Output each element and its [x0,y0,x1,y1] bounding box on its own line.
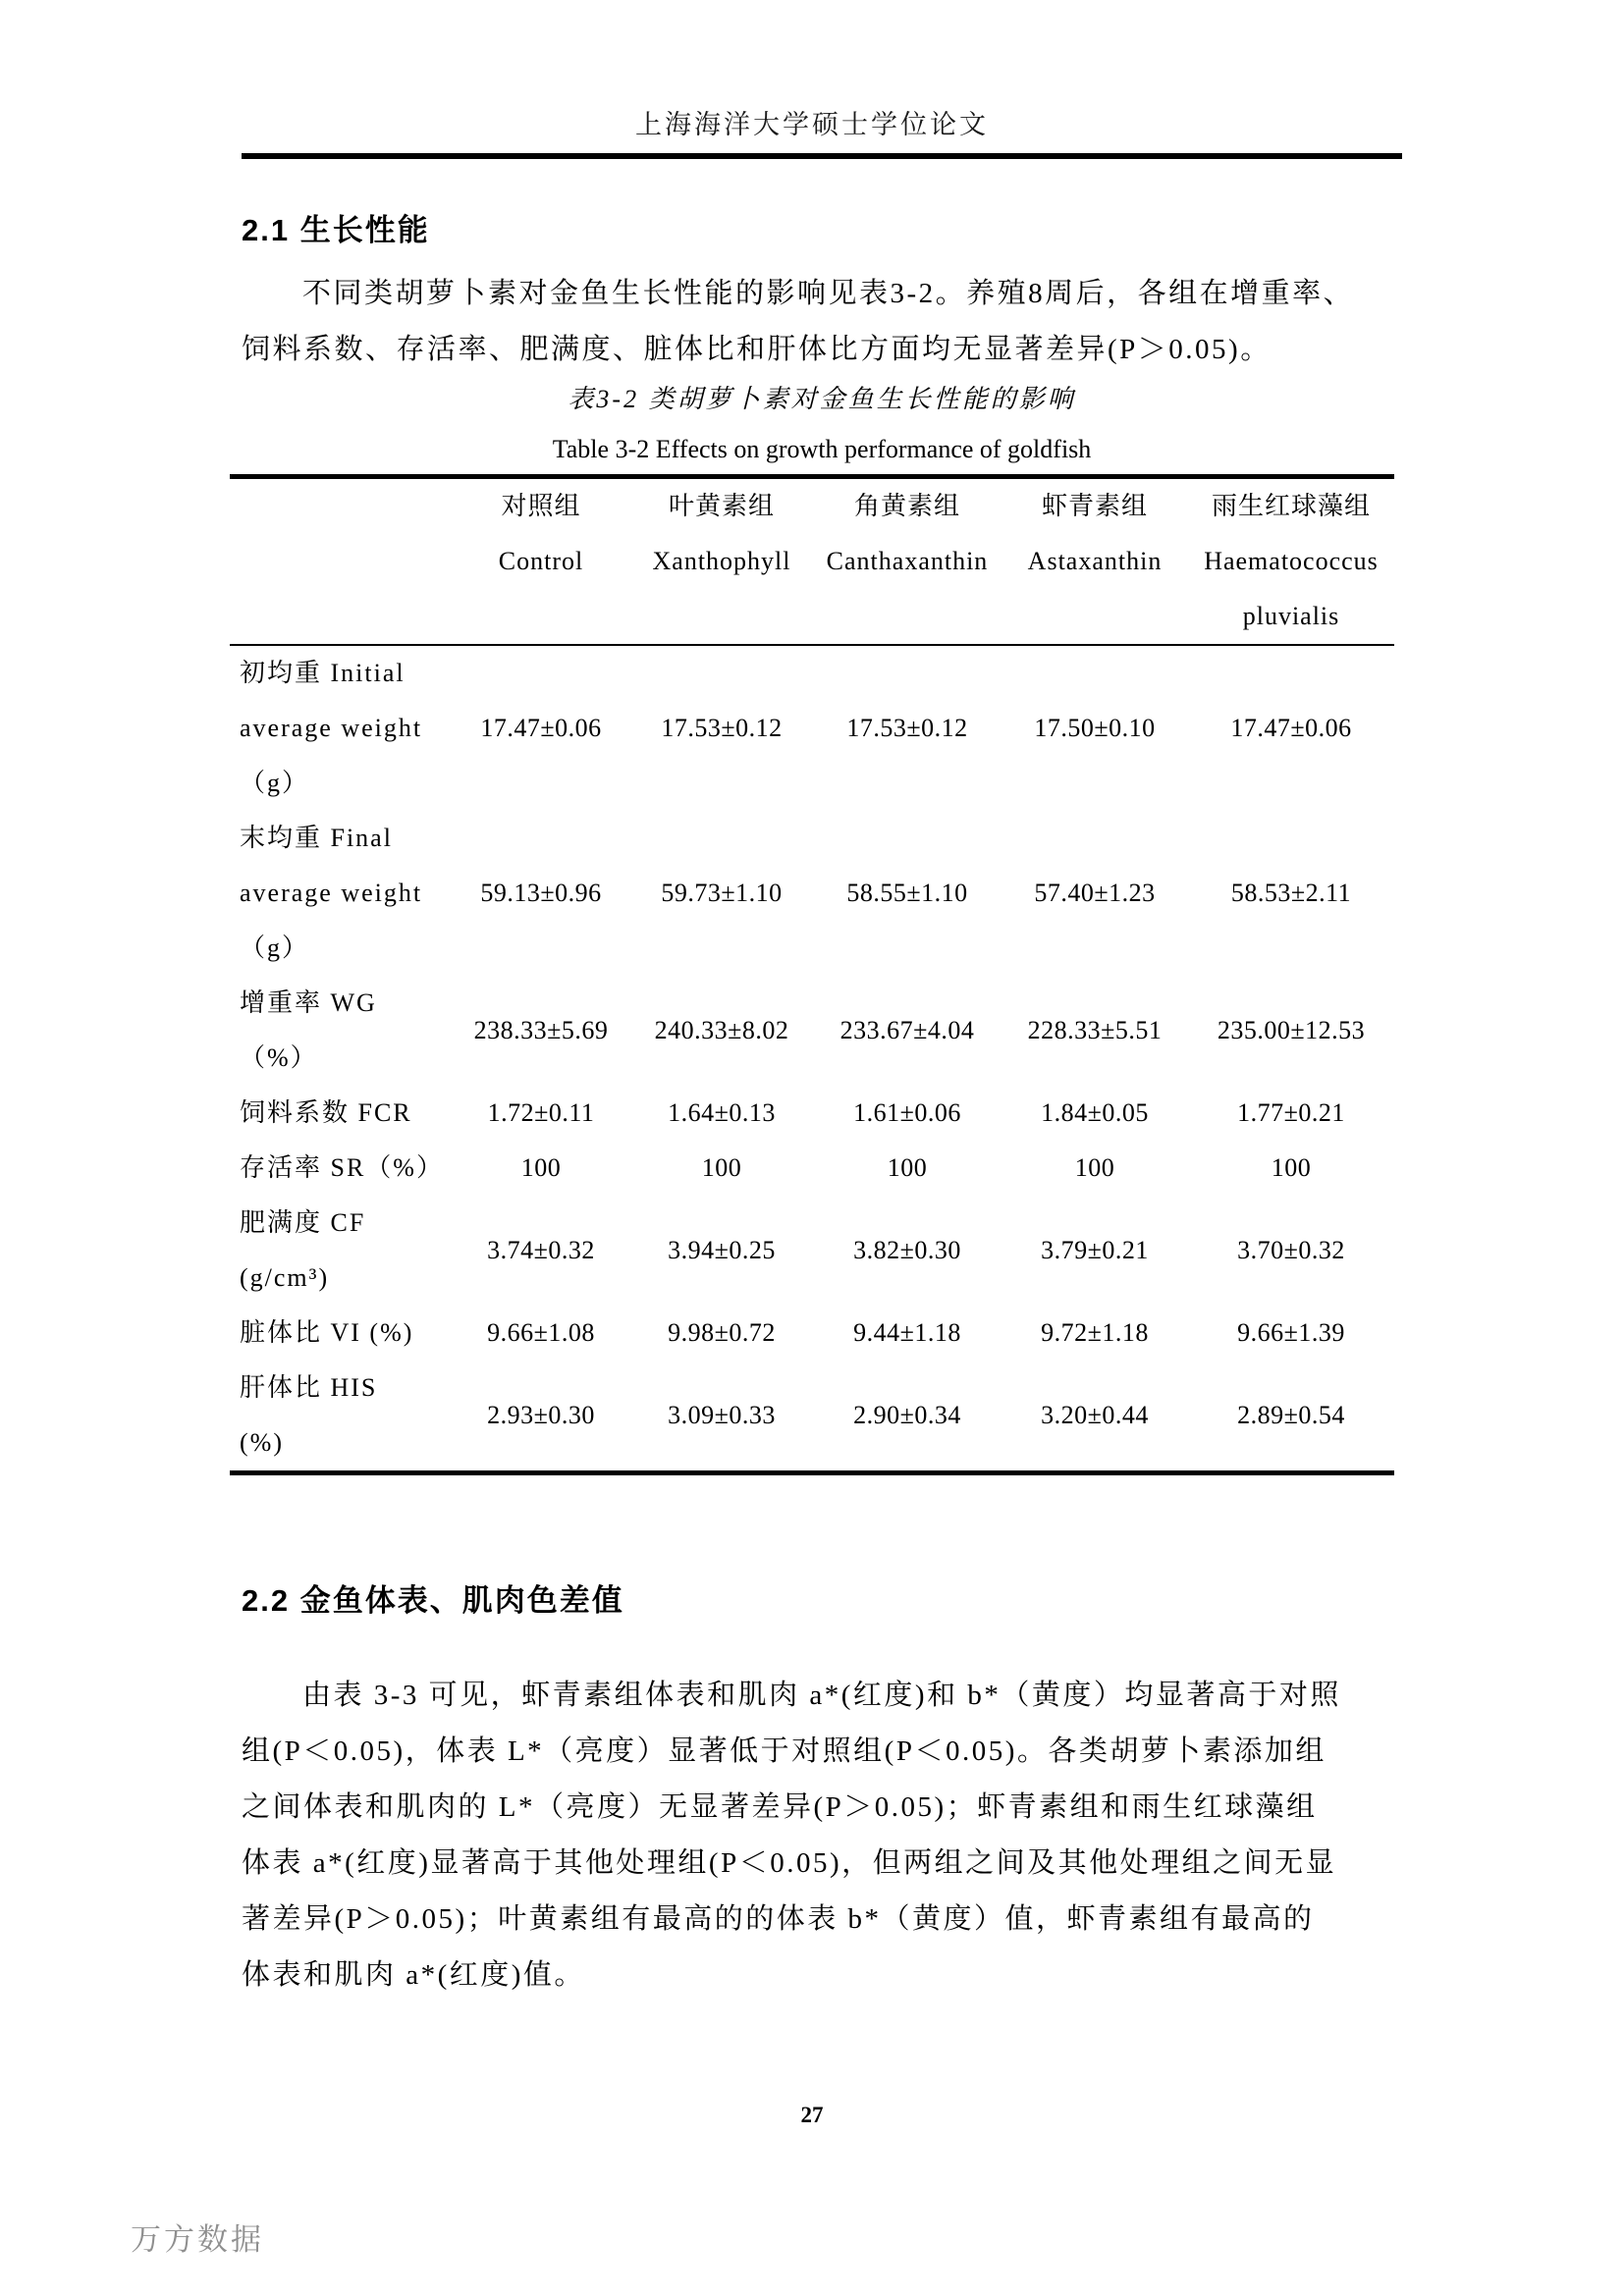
row-label [230,1141,452,1196]
paragraph-line: 组(P＜0.05)，体表 L*（亮度）显著低于对照组(P＜0.05)。各类胡萝卜素添加组 [242,1735,1326,1767]
row-label-line: 脏体比 VI (%) [240,1318,414,1347]
paragraph-line: 饲料系数、存活率、肥满度、脏体比和肝体比方面均无显著差异(P＞0.05)。 [242,334,1272,365]
table-cell: 3.94±0.25 [668,1236,776,1264]
table-cell: 228.33±5.51 [1027,1016,1163,1044]
row-label-line: 饲料系数 FCR [240,1098,412,1127]
table-cell: 100 [1074,1153,1115,1182]
paragraph-line: 不同类胡萝卜素对金鱼生长性能的影响见表3-2。养殖8周后，各组在增重率、 [302,278,1355,309]
row-final-weight [230,811,1394,976]
table-cell: 59.13±0.96 [480,879,602,907]
column-header-astaxanthin [1001,477,1188,646]
table-cell: 2.93±0.30 [487,1401,595,1429]
row-label [230,976,452,1086]
table-cell: 17.50±0.10 [1034,714,1156,742]
row-condition-factor [230,1196,1394,1306]
table-cell: 238.33±5.69 [473,1016,609,1044]
row-label-line: 初均重 Initial [240,659,406,687]
row-label [230,811,452,976]
paragraph-line: 体表和肌肉 a*(红度)值。 [242,1959,585,1991]
table-cell: 58.53±2.11 [1230,879,1352,907]
table-cell: 9.44±1.18 [853,1318,961,1347]
row-label-line: （%） [240,1043,318,1072]
table-cell: 17.47±0.06 [480,714,602,742]
row-label-line: (g/cm³) [240,1263,330,1292]
paragraph-line: 由表 3-3 可见，虾青素组体表和肌肉 a*(红度)和 b*（黄度）均显著高于对照 [302,1680,1341,1711]
section-2-2-heading: 2.2 金鱼体表、肌肉色差值 [242,1583,624,1618]
table-cell: 17.53±0.12 [661,714,783,742]
row-label-line: average weight [240,714,423,742]
column-header-en: Canthaxanthin [826,547,989,575]
running-head-rule [242,153,1402,159]
table-cell: 3.79±0.21 [1041,1236,1149,1264]
row-label-line: average weight [240,879,423,907]
table-cell: 100 [887,1153,928,1182]
table-cell: 3.74±0.32 [487,1236,595,1264]
table-cell: 100 [701,1153,742,1182]
table-cell: 1.61±0.06 [853,1098,961,1127]
row-label [230,1086,452,1141]
section-2-2-paragraph [242,1668,1406,2003]
row-label-line: (%) [240,1428,284,1457]
row-viscera-index [230,1306,1394,1361]
running-head-title: 上海海洋大学硕士学位论文 [635,110,989,139]
table-cell: 1.77±0.21 [1237,1098,1345,1127]
table-header-row [230,477,1394,646]
column-header-en: Astaxanthin [1027,547,1163,575]
table-cell: 100 [1271,1153,1312,1182]
table-cell: 235.00±12.53 [1217,1016,1366,1044]
row-label-line: 末均重 Final [240,824,393,852]
row-hepatosomatic-index [230,1361,1394,1473]
table-cell: 100 [520,1153,562,1182]
table-cell: 57.40±1.23 [1034,879,1156,907]
row-label-line: 肝体比 HIS [240,1373,378,1402]
row-survival-rate [230,1141,1394,1196]
table-cell: 3.20±0.44 [1041,1401,1149,1429]
row-label-line: 增重率 WG [240,988,377,1017]
table-cell: 233.67±4.04 [839,1016,975,1044]
column-header-cn: 对照组 [501,492,581,520]
table-cell: 9.98±0.72 [668,1318,776,1347]
row-label-line: （g） [240,769,310,797]
table-cell: 3.09±0.33 [668,1401,776,1429]
column-header-cn: 雨生红球藻组 [1211,492,1371,520]
row-label-line: 肥满度 CF [240,1208,366,1237]
table-caption-chinese: 表3-2 类胡萝卜素对金鱼生长性能的影响 [568,385,1076,413]
table-cell: 2.90±0.34 [853,1401,961,1429]
table-cell: 2.89±0.54 [1237,1401,1345,1429]
table-cell: 1.72±0.11 [487,1098,595,1127]
column-header-en: pluvialis [1242,602,1340,630]
table-cell: 9.72±1.18 [1041,1318,1149,1347]
table-cell: 17.53±0.12 [846,714,968,742]
table-cell: 240.33±8.02 [654,1016,789,1044]
wanfang-watermark: 万方数据 [131,2222,264,2257]
section-2-1-heading: 2.1 生长性能 [242,213,430,247]
row-fcr [230,1086,1394,1141]
row-label-line: 存活率 SR（%） [240,1153,444,1182]
growth-performance-table [230,474,1394,1475]
table-cell: 17.47±0.06 [1230,714,1352,742]
page-number: 27 [800,2103,824,2127]
table-cell: 59.73±1.10 [661,879,783,907]
table-cell: 1.84±0.05 [1041,1098,1149,1127]
column-header-xanthophyll [630,477,813,646]
row-initial-weight [230,645,1394,811]
table-cell: 9.66±1.08 [487,1318,595,1347]
row-label [230,645,452,811]
paragraph-line: 著差异(P＞0.05)；叶黄素组有最高的的体表 b*（黄度）值，虾青素组有最高的 [242,1903,1315,1935]
column-header-cn: 叶黄素组 [668,492,775,520]
column-header-en: Xanthophyll [652,547,791,575]
table-cell: 58.55±1.10 [846,879,968,907]
table-cell: 1.64±0.13 [668,1098,776,1127]
column-header-cn: 虾青素组 [1041,492,1148,520]
column-header-haematococcus [1188,477,1394,646]
table-cell: 3.82±0.30 [853,1236,961,1264]
column-header-cn: 角黄素组 [853,492,960,520]
section-2-1-paragraph [242,266,1406,378]
row-label [230,1306,452,1361]
row-label [230,1361,452,1473]
table-cell: 3.70±0.32 [1237,1236,1345,1264]
paragraph-line: 体表 a*(红度)显著高于其他处理组(P＜0.05)，但两组之间及其他处理组之间无显 [242,1847,1337,1879]
row-label [230,1196,452,1306]
column-header-en: Control [498,547,584,575]
column-header-canthaxanthin [813,477,1001,646]
column-header-control [452,477,630,646]
row-label-line: （g） [240,934,310,962]
column-header-en: Haematococcus [1204,547,1379,575]
paragraph-line: 之间体表和肌肉的 L*（亮度）无显著差异(P＞0.05)；虾青素组和雨生红球藻组 [242,1791,1318,1823]
table-corner-cell [230,477,452,646]
table-caption-english: Table 3-2 Effects on growth performance of goldfish [552,435,1092,463]
table-cell: 9.66±1.39 [1237,1318,1345,1347]
row-weight-gain [230,976,1394,1086]
